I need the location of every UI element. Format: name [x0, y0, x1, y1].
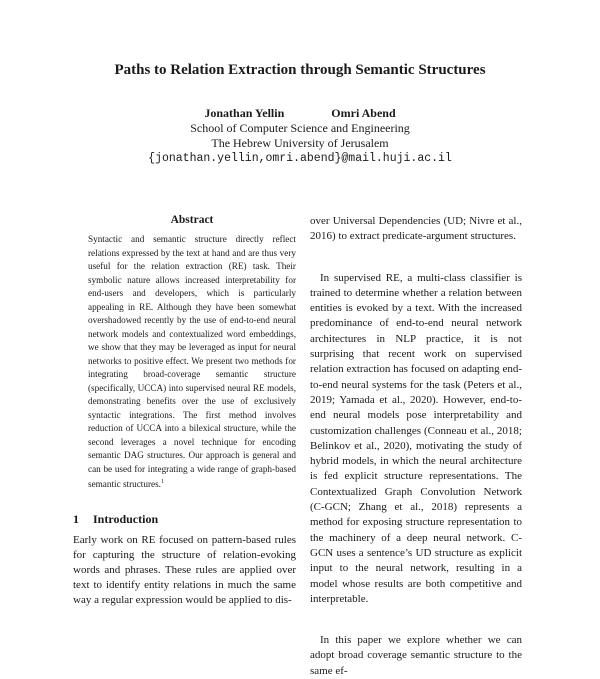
- author-names: [0, 106, 600, 121]
- affiliation: School of Computer Science and Engineering: [190, 121, 410, 135]
- section-number: 1: [73, 512, 79, 526]
- right-paragraph-continued: over Universal Dependencies (UD; Nivre et al., 2016) to extract predicate-argument structures.: [310, 215, 522, 243]
- author-name: Jonathan Yellin: [204, 106, 285, 120]
- author-block: [0, 106, 600, 166]
- right-column: [310, 214, 522, 679]
- paper-title: Paths to Relation Extraction through Semantic Structures: [114, 62, 486, 78]
- author-name: Omri Abend: [331, 106, 396, 120]
- abstract-body-text: Syntactic and semantic structure directly reflect relations expressed by the text at hand and are thus very useful for the relation extraction (RE) task. Their symbolic nature allows increased interpretability for end-users and developers, which is particularly appealing in RE. Although they have been somewhat overshadowed recently by the use of end-to-end neural network models and contextualized word embeddings, we show that they may be leveraged as input for neural networks to positive effect. We present two methods for integrating broad-coverage semantic structure (specifically, UCCA) into supervised neural RE models, demonstrating benefits over the use of exclusively syntactic integrations. The first method involves reduction of UCCA into a bilexical structure, while the second leverages a novel technique for encoding semantic DAG structures. Our approach is general and can be used for integrating a wide range of graph-based semantic structures.: [88, 234, 296, 490]
- right-paragraph: In supervised RE, a multi-class classifier is trained to determine whether a relation between entities is evoked by a text. With the increased predominance of end-to-end neural network architectures in NLP practice, it is not surprising that recent work on supervised relation extraction has focused on adapting end-to-end neural systems for the task (Peters et al., 2019; Yamada et al., 2020). However, end-to-end neural models pose interpretability and customization challenges (Conneau et al., 2018; Belinkov et al., 2020), motivating the study of hybrid models, in which the neural architecture is fed explicit structure representations. The Contextualized Graph Convolution Network (C-GCN; Zhang et al., 2018) represents a method for exposing structure representation to the machinery of a deep neural network. C-GCN uses a sentence’s UD structure as explicit input to the neural network, resulting in a model whose results are both competitive and interpretable.: [310, 271, 522, 605]
- footnote-mark: 1: [160, 479, 164, 485]
- section-title: Introduction: [93, 512, 159, 526]
- section-heading: [73, 512, 296, 527]
- abstract-text: [88, 233, 296, 492]
- right-paragraph: In this paper we explore whether we can adopt broad coverage semantic structure to the same ef-: [310, 634, 522, 677]
- author-emails: {jonathan.yellin,omri.abend}@mail.huji.ac.il: [148, 152, 452, 165]
- abstract-column: [88, 214, 296, 492]
- university: The Hebrew University of Jerusalem: [211, 136, 389, 150]
- abstract-heading: Abstract: [170, 214, 214, 226]
- intro-paragraph: Early work on RE focused on pattern-based rules for capturing the structure of relation-evoking words and phrases. These rules are applied over text to identify entity relations in much the same way a regular expression would be applied to dis-: [73, 534, 296, 606]
